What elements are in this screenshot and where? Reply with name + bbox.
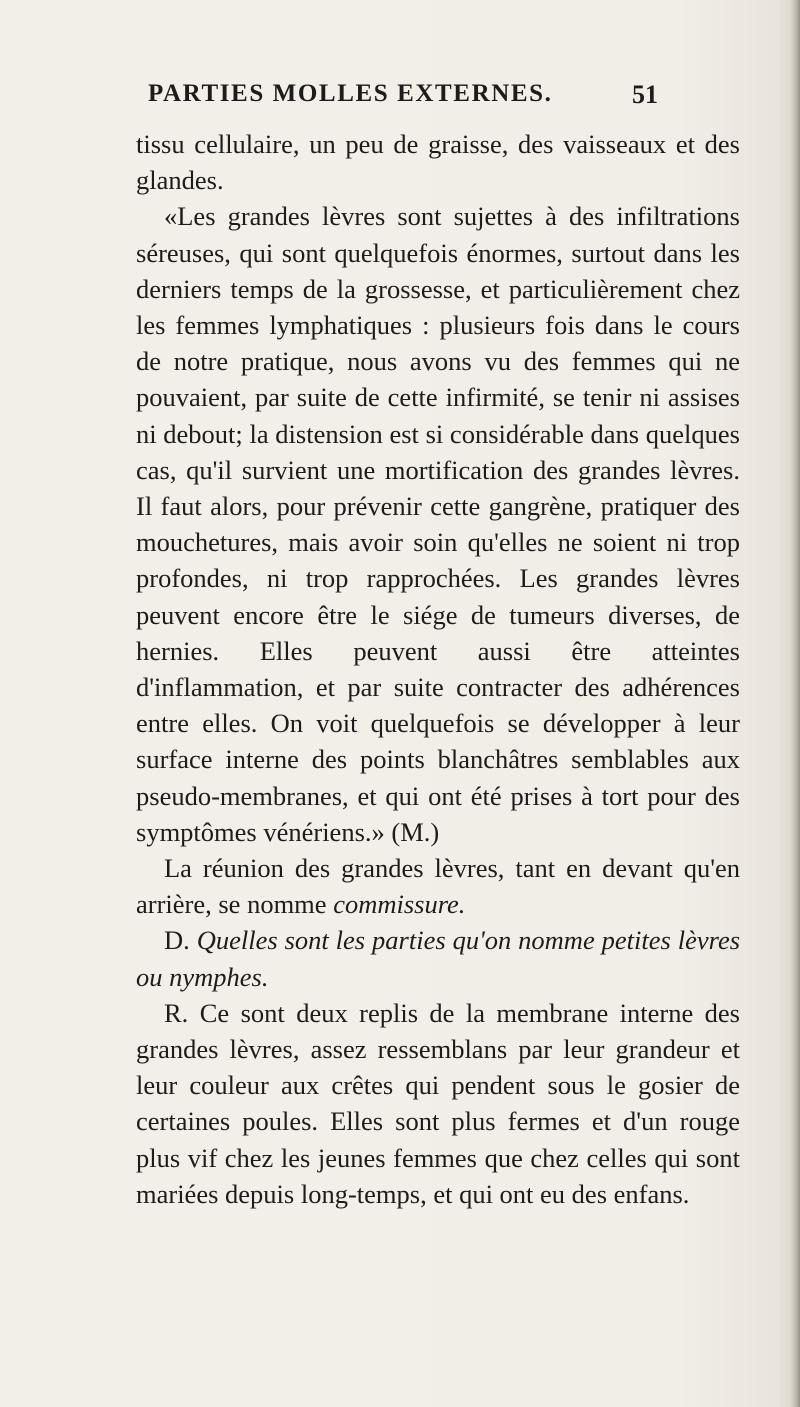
paragraph-commissure-text: La réunion des grandes lèvres, tant en devant qu'en arrière, se nomme <box>136 853 740 920</box>
question-text: Quelles sont les parties qu'on nomme petites lèvres ou nymphes. <box>136 925 741 992</box>
page-number: 51 <box>632 80 658 109</box>
answer-paragraph: R. Ce sont deux replis de la membrane interne des grandes lèvres, assez ressemblans par leur grandeur et leur couleur aux crêtes qui pendent sous le gosier de certaines poules. Elles sont plus fermes et d'un rouge plus vif chez les jeunes femmes que chez celles qui sont mariées depuis long-temps, et qui ont eu des enfans. <box>136 997 740 1209</box>
paragraph-commissure <box>136 850 740 922</box>
question-paragraph <box>136 922 740 994</box>
paragraph-quote: «Les grandes lèvres sont sujettes à des infiltrations séreuses, qui sont quelquefois énormes, surtout dans les derniers temps de la grossesse, et particulièrement chez les femmes lymphatiques : plusieurs fois dans le cours de notre pratique, nous avons vu des femmes qui ne pouvaient, par suite de cette infirmité, se tenir ni assises ni debout; la distension est si considérable dans quelques cas, qu'il survient une mortification des grandes lèvres. Il faut alors, pour prévenir cette gangrène, pratiquer des mouchetures, mais avoir soin qu'elles ne soient ni trop profondes, ni trop rapprochées. Les grandes lèvres peuvent encore être le siége de tumeurs diverses, de hernies. Elles peuvent aussi être atteintes d'inflammation, et par suite contracter des adhérences entre elles. On voit quelquefois se développer à leur surface interne des points blanchâtres semblables aux pseudo-membranes, et qui ont été prises à tort pour des symptômes vénériens.» (M.) <box>136 201 740 847</box>
page-header <box>148 80 658 116</box>
question-lead: D. <box>164 925 190 956</box>
running-title: PARTIES MOLLES EXTERNES. <box>148 80 553 107</box>
body-text <box>136 126 740 1212</box>
paragraph-continuation: tissu cellulaire, un peu de graisse, des vaisseaux et des glandes. <box>136 129 740 196</box>
page-edge-shadow <box>790 0 800 1407</box>
term-commissure: commissure. <box>333 889 466 920</box>
